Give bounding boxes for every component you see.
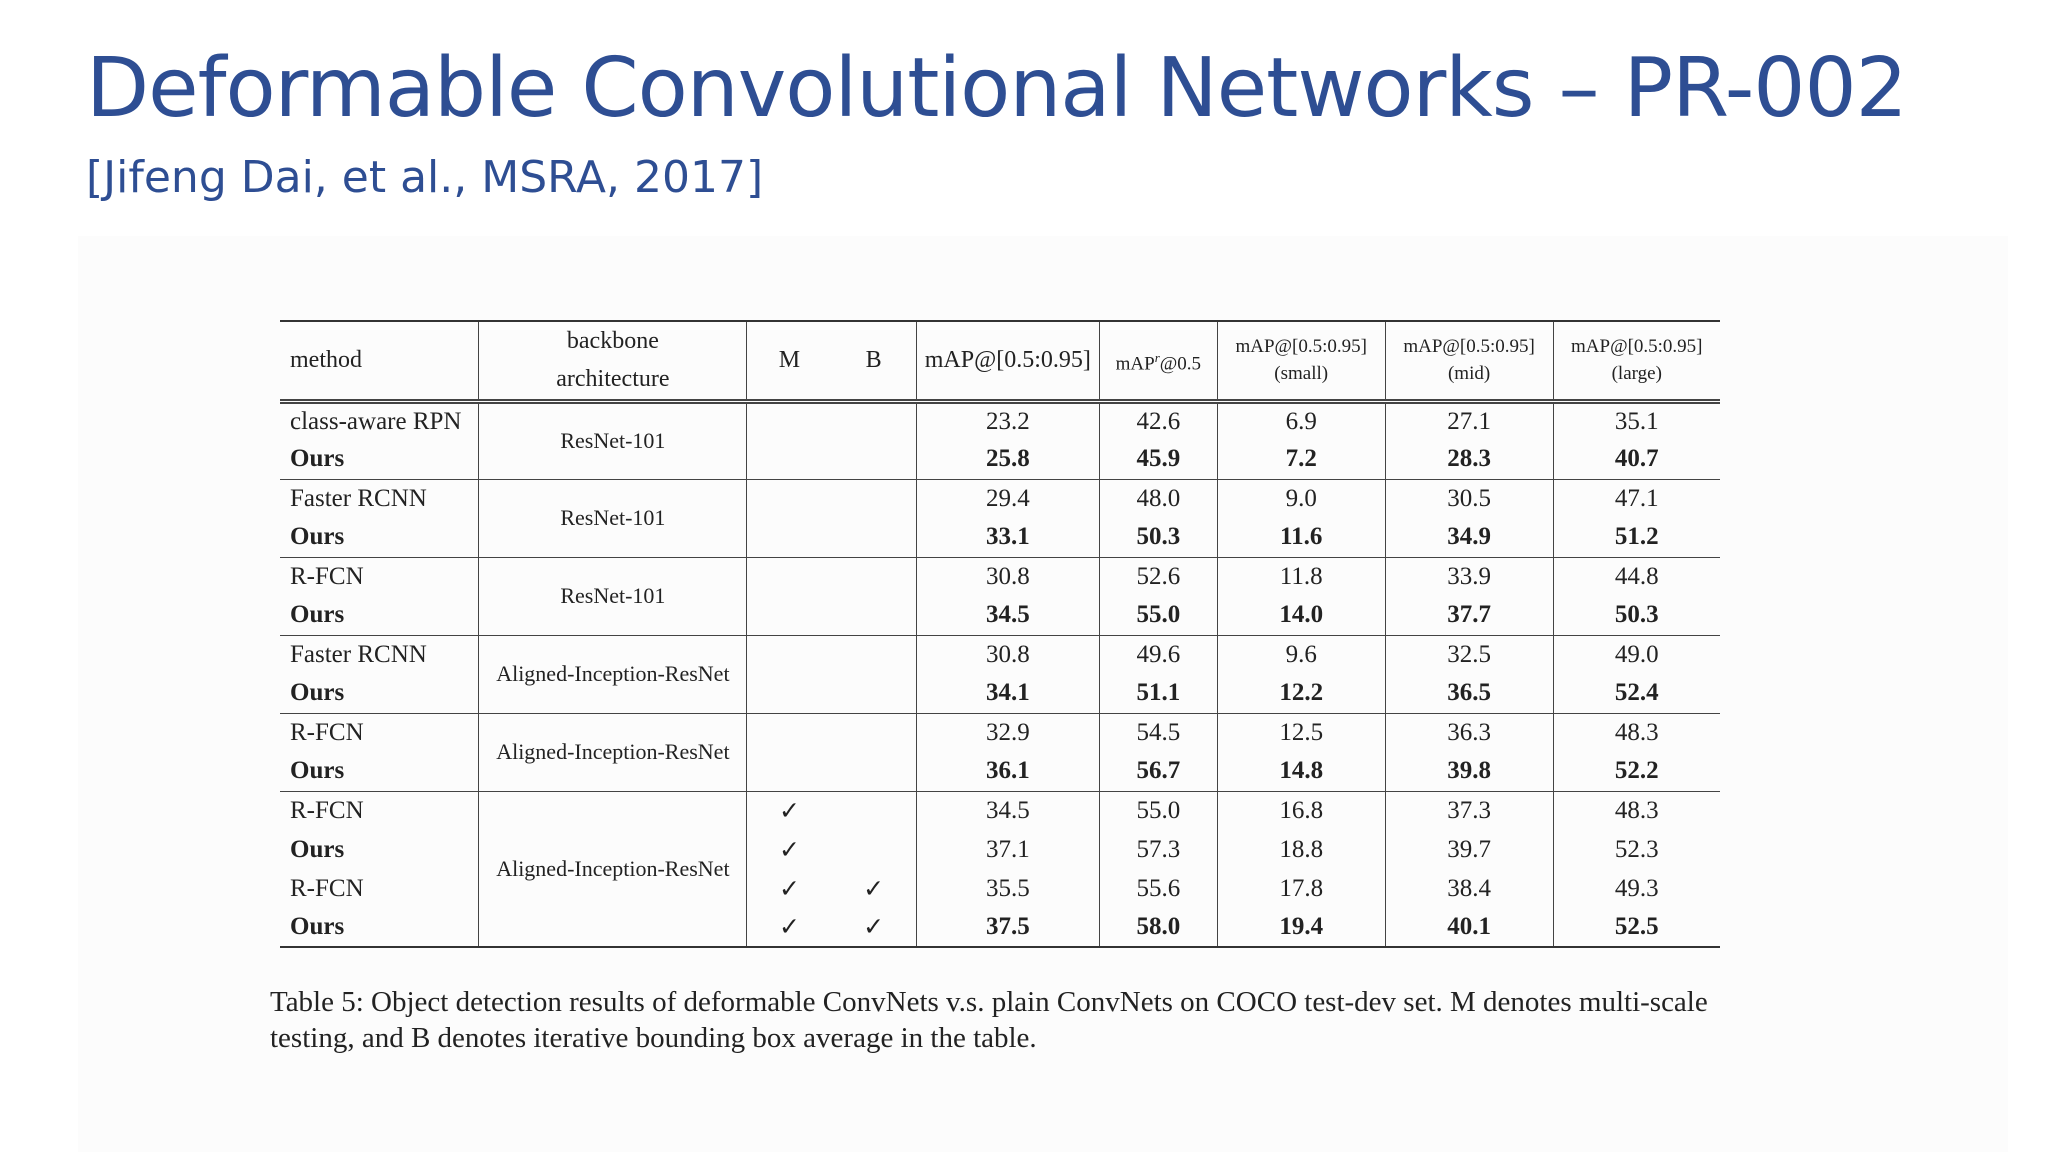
table-row — [280, 635, 1720, 674]
cell-map-large: 44.8 — [1553, 557, 1720, 596]
cell-map-small: 12.2 — [1217, 674, 1385, 713]
cell-map-mid: 36.3 — [1385, 713, 1553, 752]
cell-backbone: Aligned-Inception-ResNet — [479, 791, 747, 947]
cell-map: 30.8 — [916, 635, 1099, 674]
table-group — [280, 713, 1720, 791]
cell-map-large: 48.3 — [1553, 791, 1720, 830]
cell-map: 33.1 — [916, 518, 1099, 557]
cell-map-mid: 27.1 — [1385, 401, 1553, 440]
cell-method: R-FCN — [290, 718, 364, 746]
cell-method: Faster RCNN — [290, 484, 427, 512]
header-map-small-line2: (small) — [1274, 363, 1329, 385]
cell-backbone: Aligned-Inception-ResNet — [479, 635, 747, 713]
cell-map-small: 12.5 — [1217, 713, 1385, 752]
cell-map-small: 11.6 — [1217, 518, 1385, 557]
cell-method: Ours — [290, 913, 345, 940]
cell-method: Ours — [290, 445, 345, 473]
cell-b — [832, 479, 917, 518]
header-map-large-line1: mAP@[0.5:0.95] — [1571, 336, 1703, 358]
cell-map-large: 51.2 — [1553, 518, 1720, 557]
cell-map-mid: 36.5 — [1385, 674, 1553, 713]
table-row — [280, 791, 1720, 830]
header-map-small-line1: mAP@[0.5:0.95] — [1235, 336, 1367, 358]
cell-m: ✓ — [747, 908, 832, 947]
cell-map-mid: 37.7 — [1385, 596, 1553, 635]
header-backbone-line2: architecture — [556, 366, 670, 393]
cell-map-large: 35.1 — [1553, 401, 1720, 440]
cell-map-r: 55.0 — [1099, 596, 1217, 635]
cell-m — [747, 557, 832, 596]
cell-map-r: 49.6 — [1099, 635, 1217, 674]
header-map-r-sup: r — [1154, 349, 1160, 365]
cell-b — [832, 635, 917, 674]
cell-map-large: 49.3 — [1553, 869, 1720, 908]
cell-b — [832, 440, 917, 479]
cell-map-r: 45.9 — [1099, 440, 1217, 479]
cell-map-large: 50.3 — [1553, 596, 1720, 635]
cell-map-mid: 34.9 — [1385, 518, 1553, 557]
cell-method: Ours — [290, 523, 345, 551]
cell-map: 37.5 — [916, 908, 1099, 947]
cell-map-large: 52.3 — [1553, 830, 1720, 869]
cell-map-large: 49.0 — [1553, 635, 1720, 674]
cell-method: Ours — [290, 835, 345, 863]
cell-b — [832, 518, 917, 557]
cell-map-small: 16.8 — [1217, 791, 1385, 830]
cell-b — [832, 557, 917, 596]
header-map-mid-line2: (mid) — [1447, 363, 1491, 385]
cell-method: class-aware RPN — [290, 407, 462, 435]
cell-map-r: 48.0 — [1099, 479, 1217, 518]
cell-map-r: 56.7 — [1099, 752, 1217, 791]
cell-m — [747, 479, 832, 518]
cell-m — [747, 635, 832, 674]
cell-b — [832, 830, 917, 869]
cell-method: Ours — [290, 757, 345, 785]
header-map-large-line2: (large) — [1611, 363, 1662, 385]
cell-map-large: 48.3 — [1553, 713, 1720, 752]
cell-b — [832, 791, 917, 830]
header-backbone — [479, 321, 747, 401]
cell-map-small: 17.8 — [1217, 869, 1385, 908]
cell-map-r: 55.0 — [1099, 791, 1217, 830]
cell-map-large: 47.1 — [1553, 479, 1720, 518]
cell-map: 34.5 — [916, 791, 1099, 830]
cell-map-r: 54.5 — [1099, 713, 1217, 752]
cell-map-large: 52.5 — [1553, 908, 1720, 947]
header-map-r — [1099, 321, 1217, 401]
cell-map-mid: 30.5 — [1385, 479, 1553, 518]
cell-b: ✓ — [863, 914, 885, 941]
cell-backbone: ResNet-101 — [479, 557, 747, 635]
cell-map: 23.2 — [916, 401, 1099, 440]
cell-m — [747, 401, 832, 440]
slide-subtitle: [Jifeng Dai, et al., MSRA, 2017] — [86, 152, 764, 203]
cell-method: Ours — [290, 601, 345, 629]
cell-map-small: 14.0 — [1217, 596, 1385, 635]
header-map-large — [1553, 321, 1720, 401]
cell-map: 30.8 — [916, 557, 1099, 596]
cell-b — [832, 752, 917, 791]
table-row — [280, 557, 1720, 596]
cell-b — [832, 713, 917, 752]
cell-m: ✓ — [747, 791, 832, 830]
header-map-r-prefix: mAP — [1115, 352, 1155, 374]
header-b: B — [865, 347, 882, 374]
cell-b: ✓ — [863, 875, 885, 903]
cell-map-small: 14.8 — [1217, 752, 1385, 791]
cell-m — [747, 596, 832, 635]
cell-b — [832, 596, 917, 635]
cell-backbone: Aligned-Inception-ResNet — [479, 713, 747, 791]
cell-map-mid: 28.3 — [1385, 440, 1553, 479]
cell-map: 37.1 — [916, 830, 1099, 869]
cell-m — [747, 713, 832, 752]
header-m: M — [747, 321, 832, 401]
header-map-mid — [1385, 321, 1553, 401]
cell-map-small: 6.9 — [1217, 401, 1385, 440]
cell-map-mid: 40.1 — [1385, 908, 1553, 947]
cell-m — [747, 752, 832, 791]
cell-backbone: ResNet-101 — [479, 401, 747, 479]
header-map-r-suffix: @0.5 — [1159, 352, 1202, 374]
cell-map-large: 40.7 — [1553, 440, 1720, 479]
cell-map-small: 9.6 — [1217, 635, 1385, 674]
cell-map: 32.9 — [916, 713, 1099, 752]
cell-map-mid: 39.7 — [1385, 830, 1553, 869]
cell-b — [832, 674, 917, 713]
table-row — [280, 401, 1720, 440]
header-backbone-line1: backbone — [566, 328, 659, 355]
cell-map-mid: 32.5 — [1385, 635, 1553, 674]
cell-map: 34.5 — [916, 596, 1099, 635]
cell-map-r: 55.6 — [1099, 869, 1217, 908]
cell-m: ✓ — [747, 869, 832, 908]
header-row — [280, 321, 1720, 401]
cell-map-mid: 38.4 — [1385, 869, 1553, 908]
cell-map-r: 42.6 — [1099, 401, 1217, 440]
cell-m — [747, 674, 832, 713]
cell-map-r: 51.1 — [1099, 674, 1217, 713]
cell-m — [747, 518, 832, 557]
cell-map-r: 57.3 — [1099, 830, 1217, 869]
cell-method: R-FCN — [290, 796, 364, 824]
cell-map-small: 19.4 — [1217, 908, 1385, 947]
results-table — [280, 320, 1720, 948]
cell-map-small: 11.8 — [1217, 557, 1385, 596]
cell-map-r: 58.0 — [1099, 908, 1217, 947]
cell-m: ✓ — [747, 830, 832, 869]
header-method: method — [290, 347, 362, 374]
table-header — [280, 321, 1720, 401]
table-group — [280, 479, 1720, 557]
cell-map: 25.8 — [916, 440, 1099, 479]
cell-map-mid: 33.9 — [1385, 557, 1553, 596]
header-map-mid-line1: mAP@[0.5:0.95] — [1403, 336, 1535, 358]
cell-map: 29.4 — [916, 479, 1099, 518]
cell-backbone: ResNet-101 — [479, 479, 747, 557]
table-row — [280, 479, 1720, 518]
cell-map-mid: 39.8 — [1385, 752, 1553, 791]
cell-b — [832, 401, 917, 440]
cell-map-large: 52.2 — [1553, 752, 1720, 791]
cell-map-mid: 37.3 — [1385, 791, 1553, 830]
cell-map-small: 18.8 — [1217, 830, 1385, 869]
table-group — [280, 401, 1720, 479]
cell-method: Faster RCNN — [290, 640, 427, 668]
table-caption: Table 5: Object detection results of deformable ConvNets v.s. plain ConvNets on COCO test-dev set. M denotes multi-scale testing, and B denotes iterative bounding box average in the table. — [270, 986, 1708, 1054]
table-row — [280, 713, 1720, 752]
cell-map-small: 7.2 — [1217, 440, 1385, 479]
slide-title: Deformable Convolutional Networks – PR-002 — [86, 41, 1907, 136]
cell-method: R-FCN — [290, 874, 364, 902]
cell-map-r: 52.6 — [1099, 557, 1217, 596]
cell-map: 35.5 — [916, 869, 1099, 908]
header-map-small — [1217, 321, 1385, 401]
cell-method: R-FCN — [290, 562, 364, 590]
table-group — [280, 635, 1720, 713]
cell-map-r: 50.3 — [1099, 518, 1217, 557]
table-group — [280, 557, 1720, 635]
cell-method: Ours — [290, 679, 345, 707]
cell-m — [747, 440, 832, 479]
cell-map: 36.1 — [916, 752, 1099, 791]
cell-map: 34.1 — [916, 674, 1099, 713]
header-map: mAP@[0.5:0.95] — [916, 321, 1099, 401]
cell-map-small: 9.0 — [1217, 479, 1385, 518]
table-group — [280, 791, 1720, 947]
cell-map-large: 52.4 — [1553, 674, 1720, 713]
